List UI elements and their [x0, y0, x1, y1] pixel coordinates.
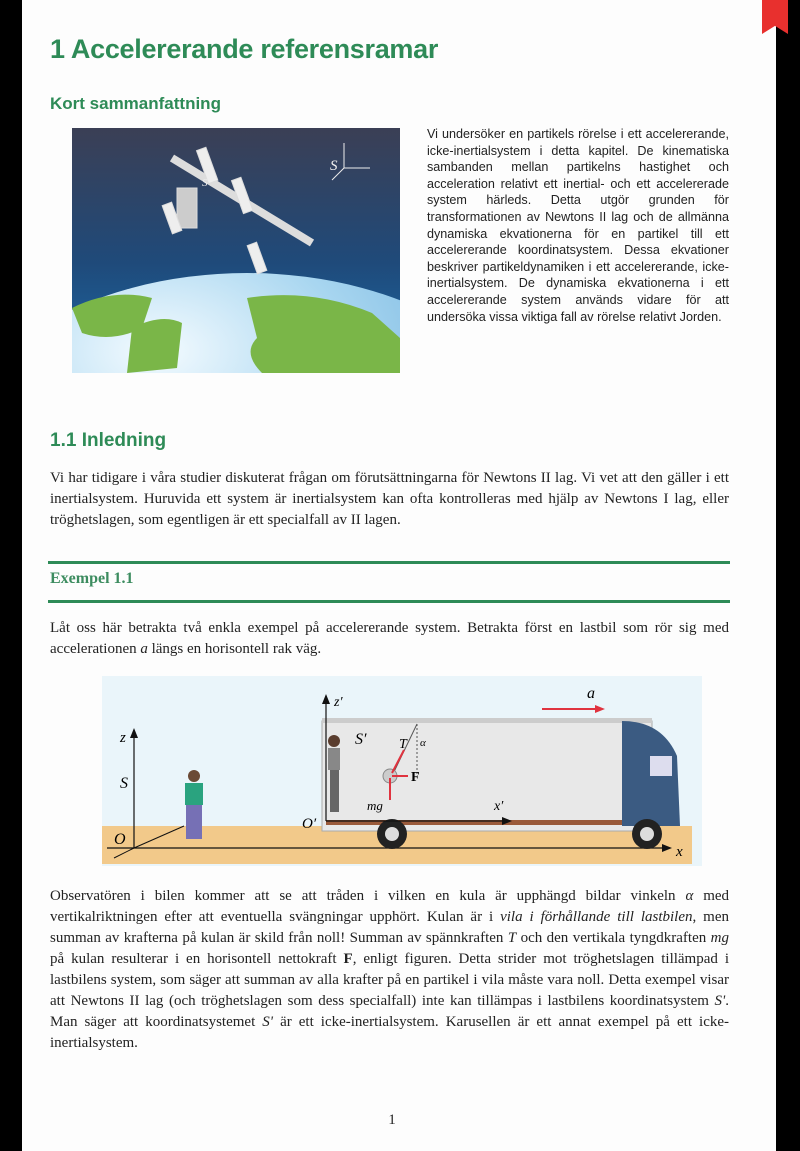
svg-text:α: α [420, 737, 426, 749]
chapter-title: 1 Accelererande referensramar [50, 34, 439, 64]
svg-text:O: O [114, 831, 126, 848]
svg-text:F: F [411, 770, 420, 785]
svg-text:x: x [676, 844, 683, 860]
summary-heading: Kort sammanfattning [50, 94, 221, 113]
frame-S-prime-label: S′ [202, 177, 210, 189]
truck-figure [102, 676, 702, 866]
body-paragraph: Observatören i bilen kommer att se att tråden i vilken en kula är upphängd bildar vinkeln α med vertikalriktningen efter att eventuella svängningar upphört. Kulan är i vila i förhållande till lastbilen, men summan av krafterna på kulan är skild från noll! Summan av spännkraften T och den vertikala tyngdkraften mg på kulan resulterar i en horisontell nettokraft F, enligt figuren. Detta strider mot tröghetslagen tillämpad i lastbilens system, som säger att summan av alla krafter på en partikel i vila måste vara noll. Detta exempel visar att Newtons II lag (och tröghetslagen som dess specialfall) inte kan tillämpas i lastbilens koordinatsystem S'. Man säger att koordinatsystemet S' är ett icke-inertialsystem. Karusellen är ett annat exempel på ett icke-inertialsystem. [50, 888, 730, 1051]
svg-text:z′: z′ [334, 695, 343, 710]
example-bottom-rule [48, 600, 730, 603]
svg-text:a: a [587, 685, 595, 702]
summary-text: Vi undersöker en partikels rörelse i ett accelererande, icke-inertialsystem i detta kapitel. De kinematiska sambanden mellan partikelns hastighet och acceleration relativt ett inertial- och ett accelererade system härleds. Detta utgör grunden för transformationen av Newtons II lag och de allmänna dynamiska ekvationerna för en partikel till ett accelererande koordinatsystem. Dessa ekvationer beskriver partikeldynamiken i ett accelererande, icke-inertialsystem. De dynamiska ekvationerna i ett accelererande system används vidare för att undersöka vissa viktiga fall av rörelse relativt Jorden. [427, 127, 729, 324]
var-a: a [140, 641, 148, 657]
intro-paragraph: Vi har tidigare i våra studier diskuterat frågan om förutsättningarna för Newtons II lag. Vi vet att den gäller i ett inertialsystem. Huruvida ett system är inertialsystem kan ofta kontrolleras med hjälp av Newtons I lag, eller tröghetslagen, som egentligen är ett specialfall av II lagen. [50, 470, 729, 528]
example-top-rule [48, 561, 730, 564]
example-label: Exempel 1.1 [50, 570, 134, 587]
svg-text:mg: mg [367, 798, 383, 813]
example-paragraph: Låt oss här betrakta två enkla exempel på accelererande system. Betrakta först en lastbil som rör sig med accelerationen a längs en horisontell rak väg. [50, 620, 729, 657]
frame-S-label: S [330, 158, 338, 174]
truck-box [322, 721, 652, 831]
svg-text:z: z [120, 730, 126, 746]
svg-text:S: S [120, 775, 128, 792]
svg-text:T: T [399, 737, 407, 752]
svg-text:S′: S′ [355, 731, 367, 748]
svg-text:x′: x′ [494, 799, 504, 814]
svg-text:O′: O′ [302, 816, 317, 832]
page-number: 1 [388, 1112, 396, 1128]
section-heading: 1.1 Inledning [50, 430, 167, 451]
space-station-figure [72, 128, 400, 373]
document-page [22, 0, 776, 1151]
bookmark-icon[interactable] [762, 0, 788, 34]
